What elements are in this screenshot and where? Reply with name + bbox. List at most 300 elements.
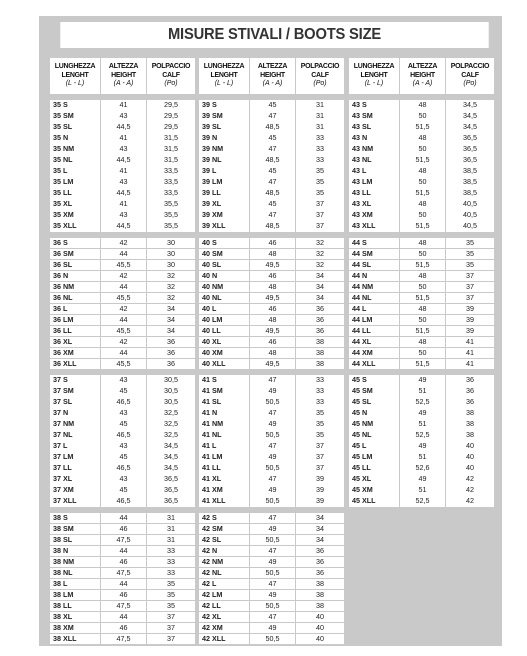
table-row (349, 188, 496, 199)
size-cell: 37 SL (50, 397, 100, 408)
calf-cell: 30 (147, 238, 195, 249)
calf-cell: 31 (296, 100, 344, 111)
table-row (50, 315, 197, 326)
size-cell: 35 XM (50, 210, 100, 221)
size-cell: 39 S (199, 100, 249, 111)
size-cell: 43 SL (349, 122, 399, 133)
size-cell: 36 L (50, 304, 100, 315)
height-cell: 49 (250, 485, 295, 496)
height-cell: 49 (400, 408, 445, 419)
size-cell: 43 SM (349, 111, 399, 122)
calf-cell: 31 (147, 524, 195, 535)
calf-cell: 36,5 (147, 485, 195, 496)
height-cell: 49 (250, 386, 295, 397)
table-row (50, 359, 197, 370)
size-cell: 35 SM (50, 111, 100, 122)
height-cell: 49 (250, 524, 295, 535)
size-group (199, 513, 346, 645)
height-cell: 51,5 (400, 359, 445, 370)
table-row (50, 419, 197, 430)
height-cell: 44 (101, 546, 146, 557)
size-cell: 45 XM (349, 485, 399, 496)
calf-cell: 40 (446, 463, 494, 474)
size-cell: 45 NL (349, 430, 399, 441)
calf-cell: 33 (296, 133, 344, 144)
table-row (50, 249, 197, 260)
calf-cell: 36,5 (446, 155, 494, 166)
height-cell: 45,5 (101, 359, 146, 370)
header-line: LENGHT (360, 71, 388, 79)
calf-cell: 29,5 (147, 100, 195, 111)
size-cell: 35 S (50, 100, 100, 111)
calf-cell: 32 (147, 293, 195, 304)
size-cell: 36 N (50, 271, 100, 282)
header-line: (A - A) (262, 80, 283, 88)
size-cell: 42 NM (199, 557, 249, 568)
size-cell: 35 L (50, 166, 100, 177)
size-cell: 41 SM (199, 386, 249, 397)
height-cell: 45 (250, 100, 295, 111)
size-cell: 42 XLL (199, 634, 249, 645)
table-row (50, 557, 197, 568)
table-row (349, 348, 496, 359)
size-cell: 38 SL (50, 535, 100, 546)
table-row (50, 474, 197, 485)
calf-cell: 35,5 (147, 221, 195, 232)
size-cell: 37 NL (50, 430, 100, 441)
size-cell: 37 LL (50, 463, 100, 474)
calf-cell: 40,5 (446, 210, 494, 221)
header-line: CALF (162, 71, 180, 79)
calf-cell: 33,5 (147, 177, 195, 188)
height-cell: 48 (250, 282, 295, 293)
table-row (50, 535, 197, 546)
table-row (349, 282, 496, 293)
height-cell: 50 (400, 315, 445, 326)
table-row (349, 304, 496, 315)
size-cell: 35 NM (50, 144, 100, 155)
calf-cell: 32,5 (147, 419, 195, 430)
table-row (349, 260, 496, 271)
height-cell: 44 (101, 612, 146, 623)
size-cell: 40 LL (199, 326, 249, 337)
size-cell: 44 LM (349, 315, 399, 326)
header-line: ALTEZZA (407, 63, 438, 71)
calf-cell: 36,5 (446, 144, 494, 155)
header-line: HEIGHT (111, 71, 136, 79)
calf-cell: 36 (296, 304, 344, 315)
calf-cell: 33 (296, 375, 344, 386)
height-cell: 50 (400, 177, 445, 188)
table-row (50, 260, 197, 271)
height-cell: 48,5 (250, 221, 295, 232)
size-cell: 37 NM (50, 419, 100, 430)
table-row (199, 568, 346, 579)
calf-cell: 33 (296, 155, 344, 166)
table-row (349, 337, 496, 348)
calf-cell: 35 (446, 238, 494, 249)
header-line: (A - A) (412, 80, 433, 88)
calf-cell: 38 (446, 408, 494, 419)
height-cell: 47 (250, 144, 295, 155)
height-cell: 51 (400, 419, 445, 430)
table-row (199, 326, 346, 337)
calf-cell: 30 (147, 260, 195, 271)
table-row (50, 463, 197, 474)
size-group (349, 375, 496, 507)
table-row (199, 249, 346, 260)
table-row (50, 166, 197, 177)
table-row (50, 282, 197, 293)
calf-cell: 34 (296, 293, 344, 304)
length-header (50, 58, 100, 94)
table-row (349, 177, 496, 188)
table-row (349, 210, 496, 221)
table-row (349, 122, 496, 133)
table-row (199, 524, 346, 535)
size-cell: 36 LM (50, 315, 100, 326)
table-row (199, 397, 346, 408)
size-cell: 40 S (199, 238, 249, 249)
table-row (199, 557, 346, 568)
table-row (349, 452, 496, 463)
size-cell: 42 SL (199, 535, 249, 546)
column-header (50, 58, 197, 94)
height-cell: 49 (400, 375, 445, 386)
table-row (349, 430, 496, 441)
height-cell: 43 (101, 408, 146, 419)
table-row (199, 155, 346, 166)
height-cell: 48 (250, 315, 295, 326)
column-header (349, 58, 496, 94)
header-line: LENGHT (61, 71, 89, 79)
calf-cell: 31 (147, 535, 195, 546)
height-cell: 47 (250, 177, 295, 188)
calf-cell: 37 (296, 199, 344, 210)
size-cell: 40 XL (199, 337, 249, 348)
table-row (199, 122, 346, 133)
size-cell: 45 S (349, 375, 399, 386)
table-row (199, 535, 346, 546)
height-cell: 50,5 (250, 535, 295, 546)
size-cell: 37 XL (50, 474, 100, 485)
calf-cell: 32,5 (147, 408, 195, 419)
table-row (199, 408, 346, 419)
size-cell: 35 XL (50, 199, 100, 210)
height-cell: 47,5 (101, 601, 146, 612)
size-cell: 38 XL (50, 612, 100, 623)
calf-cell: 34 (296, 282, 344, 293)
calf-cell: 30 (147, 249, 195, 260)
header-line: POLPACCIO (450, 63, 490, 71)
calf-cell: 31,5 (147, 144, 195, 155)
table-row (199, 348, 346, 359)
table-row (199, 337, 346, 348)
size-cell: 42 NL (199, 568, 249, 579)
size-cell: 42 S (199, 513, 249, 524)
size-cell: 39 LL (199, 188, 249, 199)
size-cell: 44 NM (349, 282, 399, 293)
height-cell: 45,5 (101, 293, 146, 304)
table-row (349, 133, 496, 144)
height-cell: 50,5 (250, 430, 295, 441)
calf-cell: 37 (147, 612, 195, 623)
calf-cell: 35 (296, 188, 344, 199)
size-cell: 36 LL (50, 326, 100, 337)
height-cell: 45 (250, 133, 295, 144)
size-cell: 38 S (50, 513, 100, 524)
header-line: CALF (311, 71, 329, 79)
calf-cell: 33 (147, 568, 195, 579)
height-cell: 50 (400, 111, 445, 122)
calf-cell: 37 (296, 210, 344, 221)
calf-cell: 36 (446, 375, 494, 386)
table-row (50, 496, 197, 507)
calf-cell: 37 (446, 282, 494, 293)
table-row (50, 155, 197, 166)
calf-header (446, 58, 494, 94)
calf-cell: 38 (296, 337, 344, 348)
table-row (199, 100, 346, 111)
size-cell: 43 LL (349, 188, 399, 199)
calf-cell: 35 (446, 260, 494, 271)
height-cell: 49 (400, 474, 445, 485)
size-cell: 39 SL (199, 122, 249, 133)
size-cell: 35 LM (50, 177, 100, 188)
table-row (349, 249, 496, 260)
height-cell: 49 (250, 452, 295, 463)
calf-cell: 33 (296, 397, 344, 408)
height-cell: 49 (400, 441, 445, 452)
height-cell: 41 (101, 199, 146, 210)
calf-cell: 38 (296, 590, 344, 601)
height-cell: 52,6 (400, 463, 445, 474)
table-row (349, 166, 496, 177)
calf-cell: 34,5 (446, 100, 494, 111)
table-row (50, 188, 197, 199)
height-cell: 48 (400, 199, 445, 210)
height-cell: 41 (101, 166, 146, 177)
calf-cell: 36 (147, 348, 195, 359)
size-cell: 45 SM (349, 386, 399, 397)
table-row (50, 304, 197, 315)
header-line: (A - A) (113, 80, 134, 88)
height-cell: 44,5 (101, 155, 146, 166)
size-cell: 35 NL (50, 155, 100, 166)
calf-cell: 32 (147, 271, 195, 282)
size-group (199, 100, 346, 232)
size-cell: 40 SL (199, 260, 249, 271)
table-row (199, 601, 346, 612)
header-line: LUNGHEZZA (54, 63, 96, 71)
header-line: (L - L) (65, 80, 85, 88)
calf-cell: 38 (296, 601, 344, 612)
calf-cell: 35 (147, 590, 195, 601)
table-row (349, 485, 496, 496)
height-cell: 42 (101, 304, 146, 315)
size-cell: 41 N (199, 408, 249, 419)
table-row (199, 546, 346, 557)
table-row (50, 348, 197, 359)
height-cell: 47 (250, 441, 295, 452)
size-cell: 37 XM (50, 485, 100, 496)
table-row (349, 463, 496, 474)
size-cell: 44 NL (349, 293, 399, 304)
calf-cell: 34 (147, 304, 195, 315)
table-row (199, 513, 346, 524)
table-row (50, 210, 197, 221)
header-line: (L - L) (214, 80, 234, 88)
size-cell: 40 N (199, 271, 249, 282)
height-cell: 44,5 (101, 122, 146, 133)
size-cell: 45 NM (349, 419, 399, 430)
table-row (199, 282, 346, 293)
calf-cell: 40 (296, 623, 344, 634)
height-cell: 45,5 (101, 326, 146, 337)
table-row (349, 375, 496, 386)
calf-cell: 41 (446, 337, 494, 348)
size-cell: 41 XLL (199, 496, 249, 507)
table-row (50, 634, 197, 645)
height-cell: 46 (250, 337, 295, 348)
calf-cell: 38 (446, 419, 494, 430)
table-row (50, 199, 197, 210)
table-row (50, 238, 197, 249)
table-row (50, 452, 197, 463)
size-cell: 43 XM (349, 210, 399, 221)
height-cell: 44 (101, 348, 146, 359)
size-cell: 38 SM (50, 524, 100, 535)
height-cell: 51,5 (400, 326, 445, 337)
header-line: (Po) (313, 80, 327, 88)
header-line: CALF (461, 71, 479, 79)
size-cell: 44 S (349, 238, 399, 249)
calf-cell: 35,5 (147, 199, 195, 210)
size-cell: 44 LL (349, 326, 399, 337)
calf-cell: 38,5 (446, 188, 494, 199)
height-cell: 46 (101, 524, 146, 535)
height-cell: 52,5 (400, 397, 445, 408)
size-cell: 37 S (50, 375, 100, 386)
height-cell: 48,5 (250, 155, 295, 166)
size-column-3 (349, 58, 496, 507)
calf-cell: 30,5 (147, 397, 195, 408)
size-cell: 38 NL (50, 568, 100, 579)
height-cell: 50 (400, 249, 445, 260)
size-cell: 40 SM (199, 249, 249, 260)
calf-cell: 36,5 (147, 474, 195, 485)
header-line: (Po) (463, 80, 477, 88)
height-cell: 52,5 (400, 496, 445, 507)
height-cell: 46,5 (101, 496, 146, 507)
height-cell: 50 (400, 348, 445, 359)
table-row (50, 579, 197, 590)
height-cell: 50,5 (250, 568, 295, 579)
calf-cell: 35 (296, 419, 344, 430)
calf-cell: 30,5 (147, 375, 195, 386)
calf-header (296, 58, 344, 94)
calf-cell: 36 (296, 326, 344, 337)
calf-cell: 35 (147, 579, 195, 590)
table-row (199, 474, 346, 485)
calf-cell: 35 (296, 408, 344, 419)
height-cell: 43 (101, 111, 146, 122)
header-line: (Po) (164, 80, 178, 88)
calf-cell: 33 (296, 386, 344, 397)
size-cell: 39 XM (199, 210, 249, 221)
calf-cell: 31 (296, 122, 344, 133)
height-cell: 52,5 (400, 430, 445, 441)
page-title: MISURE STIVALI / BOOTS SIZE (60, 22, 488, 48)
table-row (50, 271, 197, 282)
calf-cell: 34 (296, 271, 344, 282)
table-row (349, 238, 496, 249)
height-cell: 47 (250, 513, 295, 524)
calf-cell: 36 (296, 568, 344, 579)
table-row (349, 271, 496, 282)
height-cell: 45 (101, 419, 146, 430)
size-cell: 38 L (50, 579, 100, 590)
height-cell: 50 (400, 282, 445, 293)
table-row (50, 177, 197, 188)
calf-cell: 34 (296, 524, 344, 535)
size-cell: 38 XM (50, 623, 100, 634)
size-cell: 38 XLL (50, 634, 100, 645)
table-row (199, 634, 346, 645)
height-cell: 50,5 (250, 496, 295, 507)
size-cell: 41 LM (199, 452, 249, 463)
height-cell: 51,5 (400, 260, 445, 271)
table-row (50, 144, 197, 155)
table-row (50, 623, 197, 634)
size-cell: 39 SM (199, 111, 249, 122)
size-cell: 42 XL (199, 612, 249, 623)
height-cell: 46,5 (101, 397, 146, 408)
size-cell: 43 XLL (349, 221, 399, 232)
calf-cell: 39 (446, 304, 494, 315)
height-cell: 50 (400, 210, 445, 221)
height-cell: 46 (101, 623, 146, 634)
height-cell: 49 (250, 419, 295, 430)
size-cell: 42 LL (199, 601, 249, 612)
height-cell: 51 (400, 452, 445, 463)
height-cell: 44 (101, 315, 146, 326)
size-cell: 35 N (50, 133, 100, 144)
height-cell: 51,5 (400, 221, 445, 232)
calf-cell: 38,5 (446, 166, 494, 177)
table-row (199, 111, 346, 122)
calf-cell: 38,5 (446, 177, 494, 188)
table-row (199, 441, 346, 452)
table-row (199, 210, 346, 221)
header-line: POLPACCIO (151, 63, 191, 71)
calf-cell: 29,5 (147, 111, 195, 122)
calf-cell: 32 (296, 238, 344, 249)
calf-cell: 32 (147, 282, 195, 293)
size-cell: 43 S (349, 100, 399, 111)
height-cell: 47 (250, 408, 295, 419)
table-row (349, 419, 496, 430)
table-row (50, 513, 197, 524)
calf-cell: 30,5 (147, 386, 195, 397)
height-cell: 51 (400, 485, 445, 496)
size-group (349, 238, 496, 370)
calf-cell: 34,5 (147, 452, 195, 463)
calf-cell: 34 (296, 535, 344, 546)
size-cell: 43 N (349, 133, 399, 144)
calf-cell: 31 (296, 111, 344, 122)
calf-cell: 37 (296, 452, 344, 463)
